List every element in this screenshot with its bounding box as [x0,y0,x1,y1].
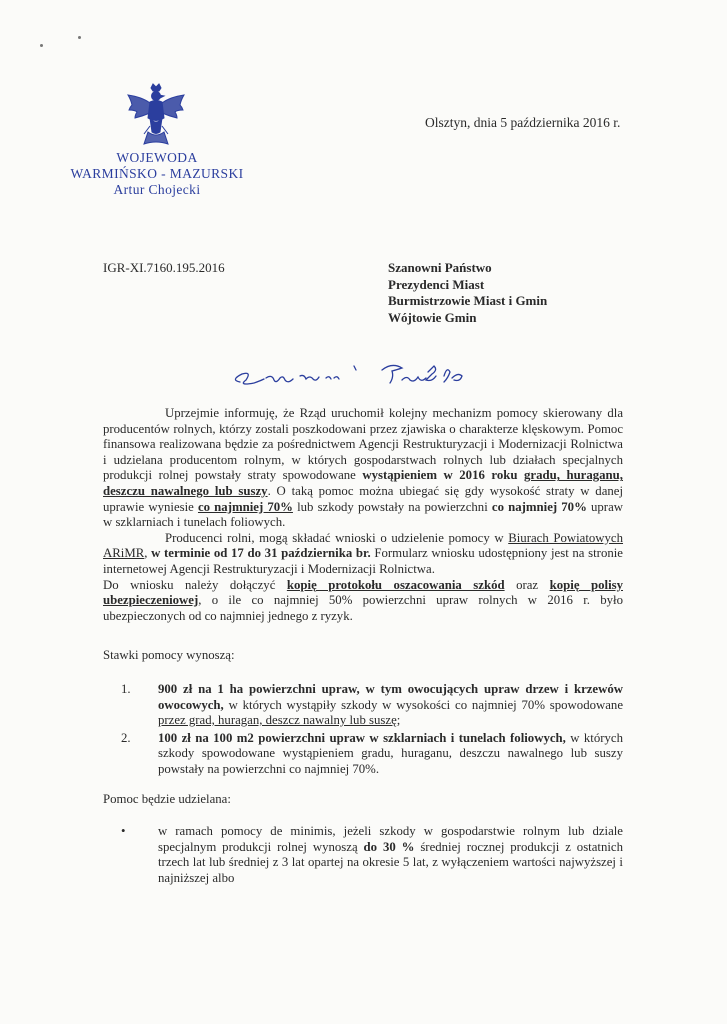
list-item [103,731,623,778]
list-item-end: ; [396,713,401,728]
date-line: Olsztyn, dnia 5 października 2016 r. [425,115,621,130]
body-text: Uprzejmie informuję, że Rząd uruchomił kolejny mechanizm pomocy skierowany dla producentów rolnych, którzy zostali poszkodowani przez zjawiska o charakterze klęskowym. Pomoc finansowa realizowana będzie za pośrednictwem Agencji Restrukturyzacji i Modernizacji Rolnictwa i udzielana producentom rolnym, w których gospodarstwach rolnych lub działach specjalnych produkcji rolnej powstały straty spowodowane [103,406,623,483]
eagle-emblem-icon [124,82,188,152]
body-emphasis: w terminie od 17 do 31 października br. [151,546,371,561]
addressee-line: Szanowni Państwo [388,260,492,275]
office-region: WARMIŃSKO - MAZURSKI [70,166,244,181]
letter-body [103,406,623,624]
rates-list [103,682,623,780]
office-heading [52,150,262,198]
body-paragraph-3 [103,578,623,625]
body-text: , o ile co najmniej 50% powierzchni upraw rolnych w 2016 r. było ubezpieczonych od co najmniej jednego z ryzyk. [103,593,623,623]
list-item [103,682,623,729]
body-paragraph-1 [103,406,623,531]
list-item-emphasis: 100 zł na 100 m2 powierzchni upraw w szklarniach i tunelach foliowych, [158,730,566,745]
scan-speck [40,44,43,47]
body-text: oraz [504,577,550,592]
aid-text: średniej rocznej produkcji z ostatnich trzech lat lub średniej z 3 lat opartej na okresie 5 lat, z wyłączeniem wartości najwyższej i najniższej albo [158,839,623,885]
body-emphasis-underlined: co najmniej 70% [197,499,293,514]
body-text: . O taką pomoc można ubiegać się gdy wysokość straty w danej uprawie wyniesie [103,483,624,514]
list-item-underlined: przez grad, huragan, deszcz nawalny lub suszę [158,713,397,728]
body-text: Formularz wniosku udostępniony jest na stronie internetowej Agencji Restrukturyzacji i Modernizacji Rolnictwa. [103,546,623,576]
scan-speck [78,36,81,39]
rates-heading: Stawki pomocy wynoszą: [103,648,235,662]
body-text: , [144,546,152,561]
reference-number: IGR-XI.7160.195.2016 [103,260,225,275]
body-emphasis: wystąpieniem w 2016 roku [362,468,518,483]
body-paragraph-2 [103,531,623,578]
addressee-block [388,260,547,326]
list-item-emphasis: 900 zł na 1 ha powierzchni upraw, w tym owocujących upraw drzew i krzewów owocowych, [158,682,623,712]
list-item-plain: w których wystąpiły szkody w wysokości co najmniej 70% spowodowane [223,697,623,712]
aid-emphasis: do 30 % [363,839,415,854]
body-emphasis-underlined: gradu, huraganu, deszczu nawalnego lub suszy [103,468,623,498]
handwritten-salutation [222,356,522,392]
aid-text: w ramach pomocy de minimis, jeżeli szkody w gospodarstwie rolnym lub dziale specjalnym produkcji rolnej wynoszą [158,824,623,854]
body-text: Do wniosku należy dołączyć [103,577,287,592]
office-title: WOJEWODA [116,150,198,165]
aid-heading: Pomoc będzie udzielana: [103,792,231,806]
office-holder-name: Artur Chojecki [113,182,201,197]
body-text: lub szkody powstały na powierzchni [292,499,492,514]
addressee-line: Burmistrzowie Miast i Gmin [388,293,548,308]
body-text: Producenci rolni, mogą składać wnioski o udzielenie pomocy w [165,530,509,545]
body-emphasis-underlined: kopię protokołu oszacowania szkód [286,577,505,592]
list-item-plain: w których szkody spowodowane wystąpieniem gradu, huraganu, deszczu nawalnego lub suszy powstały na powierzchni co najmniej 70%. [158,730,624,776]
list-item-text [158,731,623,778]
addressee-line: Prezydenci Miast [388,276,485,292]
list-item-text [158,682,623,729]
list-number: 1. [121,682,131,696]
body-text: upraw w szklarniach i tunelach foliowych. [103,499,623,530]
aid-item-text [158,824,623,886]
body-emphasis: co najmniej 70% [491,499,587,514]
bullet-icon: • [121,824,126,838]
addressee-line: Wójtowie Gmin [388,309,477,325]
list-number: 2. [121,730,131,745]
body-emphasis-underlined: kopię polisy ubezpieczeniowej [103,577,623,608]
body-underlined: Biurach Powiatowych ARiMR [103,530,624,561]
aid-list-item [103,824,623,886]
